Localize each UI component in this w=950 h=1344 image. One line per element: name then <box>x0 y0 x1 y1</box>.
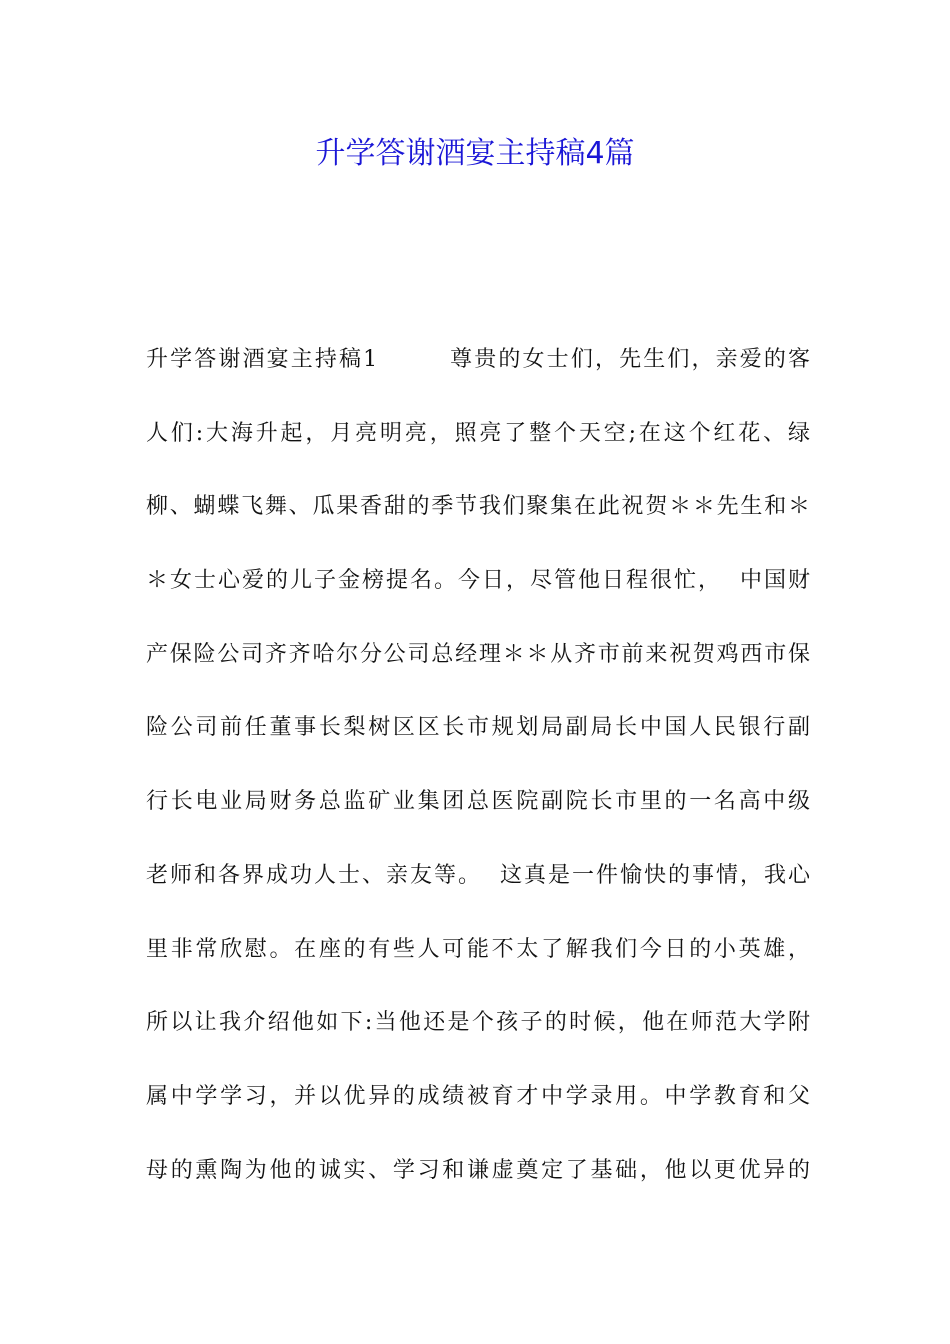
body-line: 险公司前任董事长梨树区区长市规划局副局长中国人民银行副 <box>146 715 810 741</box>
body-line: 母的熏陶为他的诚实、学习和谦虚奠定了基础，他以更优异的 <box>146 1157 810 1183</box>
document-body <box>146 336 810 1220</box>
body-line: 产保险公司齐齐哈尔分公司总经理＊＊从齐市前来祝贺鸡西市保 <box>146 641 810 667</box>
body-line: ＊女士心爱的儿子金榜提名。今日，尽管他日程很忙， 中国财 <box>146 568 810 594</box>
body-line: 老师和各界成功人士、亲友等。 这真是一件愉快的事情，我心 <box>146 862 810 888</box>
body-line: 所以让我介绍他如下:当他还是个孩子的时候，他在师范大学附 <box>146 1010 810 1036</box>
body-line: 柳、蝴蝶飞舞、瓜果香甜的季节我们聚集在此祝贺＊＊先生和＊ <box>146 494 810 520</box>
body-line: 人们:大海升起，月亮明亮，照亮了整个天空;在这个红花、绿 <box>146 420 810 446</box>
body-line: 里非常欣慰。在座的有些人可能不太了解我们今日的小英雄， <box>146 936 810 962</box>
body-line: 升学答谢酒宴主持稿1 尊贵的女士们，先生们，亲爱的客 <box>146 347 810 372</box>
document-title: 升学答谢酒宴主持稿4篇 <box>315 136 635 171</box>
body-line: 属中学学习，并以优异的成绩被育才中学录用。中学教育和父 <box>146 1083 810 1109</box>
body-line: 行长电业局财务总监矿业集团总医院副院长市里的一名高中级 <box>146 789 810 815</box>
